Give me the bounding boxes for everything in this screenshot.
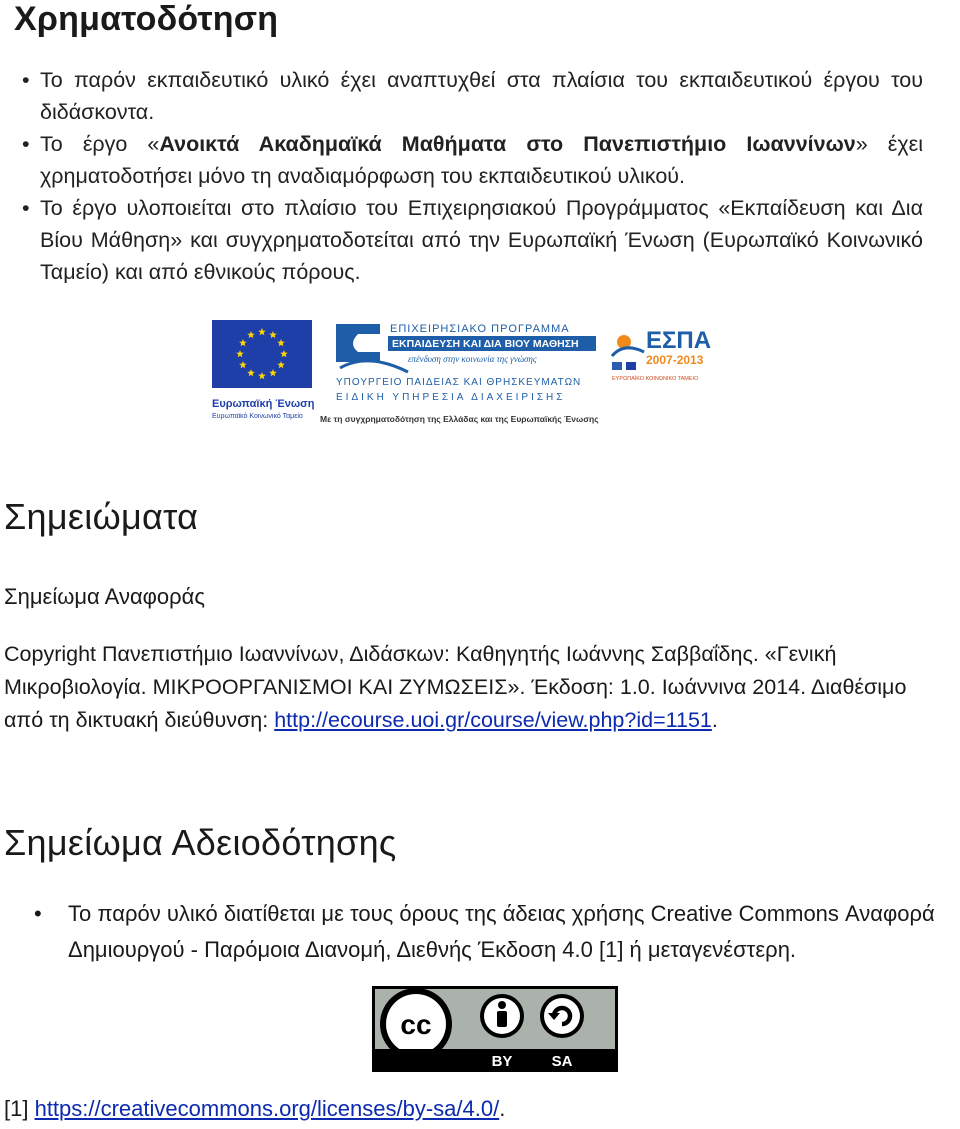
cofunding-caption: Με τη συγχρηματοδότηση της Ελλάδας και της Ευρωπαϊκής Ένωσης bbox=[320, 414, 599, 424]
license-footnote bbox=[4, 1096, 505, 1122]
espa-logo bbox=[612, 327, 711, 382]
cc-by-sa-badge bbox=[372, 986, 618, 1072]
project-name: Ανοικτά Ακαδημαϊκά Μαθήματα στο Πανεπιστήμιο Ιωαννίνων bbox=[159, 132, 856, 156]
espa-name: ΕΣΠΑ bbox=[646, 327, 712, 354]
funding-title: Χρηματοδότηση bbox=[14, 0, 279, 38]
funding-bullet bbox=[18, 64, 923, 128]
footnote-end: . bbox=[499, 1096, 506, 1121]
bullet-text: Το παρόν εκπαιδευτικό υλικό έχει αναπτυχθεί στα πλαίσια του εκπαιδευτικού έργου του διδάσκοντα. bbox=[40, 68, 923, 124]
license-text: Το παρόν υλικό διατίθεται με τους όρους της άδειας χρήσης Creative Commons Αναφορά Δημιουργού - Παρόμοια Διανομή, Διεθνής Έκδοση 4.0 [1] ή μεταγενέστερη. bbox=[68, 901, 935, 962]
footnote-marker: [1] bbox=[4, 1096, 35, 1121]
espa-years: 2007-2013 bbox=[646, 353, 704, 367]
op-swoosh bbox=[340, 361, 408, 372]
share-alike-icon bbox=[540, 994, 584, 1038]
eu-mini-flag-icon bbox=[626, 362, 636, 370]
license-title: Σημείωμα Αδειοδότησης bbox=[4, 822, 397, 863]
eu-caption-1: Ευρωπαϊκή Ένωση bbox=[212, 398, 315, 410]
op-title: ΕΠΙΧΕΙΡΗΣΙΑΚΟ ΠΡΟΓΡΑΜΜΑ bbox=[390, 323, 570, 335]
reference-text: Copyright Πανεπιστήμιο Ιωαννίνων, Διδάσκων: Καθηγητής Ιωάννης Σαββαΐδης. «Γενική Μικροβιολογία. ΜΙΚΡΟΟΡΓΑΝΙΣΜΟΙ ΚΑΙ ΖΥΜΩΣΕΙΣ». Έκδοση: 1.0. Ιωάννινα 2014. Διαθέσιμο από τη δικτυακή διεύθυνση: bbox=[4, 642, 907, 732]
op-motto: επένδυση στην κοινωνία της γνώσης bbox=[408, 354, 537, 364]
espa-arc bbox=[612, 348, 644, 356]
course-link[interactable]: http://ecourse.uoi.gr/course/view.php?id=1151 bbox=[274, 708, 712, 732]
notes-title: Σημειώματα bbox=[4, 496, 199, 537]
attribution-icon bbox=[480, 994, 524, 1038]
ministry-name: ΥΠΟΥΡΓΕΙΟ ΠΑΙΔΕΙΑΣ ΚΑΙ ΘΡΗΣΚΕΥΜΑΤΩΝ bbox=[336, 377, 582, 388]
reference-note-title: Σημείωμα Αναφοράς bbox=[4, 584, 206, 609]
reference-end: . bbox=[711, 708, 718, 732]
license-link[interactable]: https://creativecommons.org/licenses/by-sa/4.0/ bbox=[34, 1096, 500, 1121]
reference-note-text bbox=[4, 638, 949, 737]
espa-fund: ΕΥΡΩΠΑΪΚΟ ΚΟΙΝΩΝΙΚΟ ΤΑΜΕΙΟ bbox=[612, 376, 699, 382]
badge-sa-label: SA bbox=[551, 1053, 573, 1070]
funding-bullet bbox=[18, 128, 923, 192]
funding-bullet bbox=[18, 192, 923, 288]
license-bullet bbox=[34, 896, 960, 968]
badge-by-label: BY bbox=[491, 1053, 513, 1070]
op-name: ΕΚΠΑΙΔΕΥΣΗ ΚΑΙ ΔΙΑ ΒΙΟΥ ΜΑΘΗΣΗ bbox=[392, 338, 579, 350]
greek-flag-icon bbox=[612, 362, 622, 370]
op-education-logo bbox=[320, 323, 599, 424]
bullet-text: Το έργο υλοποιείται στο πλαίσιο του Επιχειρησιακού Προγράμματος «Εκπαίδευση και Δια Βίου Μάθηση» και συγχρηματοδοτείται από την Ευρωπαϊκή Ένωση (Ευρωπαϊκό Κοινωνικό Ταμείο) και από εθνικούς πόρους. bbox=[40, 196, 923, 284]
bullet-text: » έχει χρηματοδοτήσει μόνο τη αναδιαμόρφωση του εκπαιδευτικού υλικού. bbox=[40, 132, 923, 188]
funding-logos-banner bbox=[208, 312, 728, 430]
svg-text:cc: cc bbox=[400, 1009, 432, 1040]
license-bullet-list bbox=[34, 896, 960, 968]
managing-authority: ΕΙΔΙΚΗ ΥΠΗΡΕΣΙΑ ΔΙΑΧΕΙΡΙΣΗΣ bbox=[336, 392, 566, 403]
funding-bullet-list bbox=[18, 64, 923, 288]
op-emblem bbox=[336, 324, 380, 362]
eu-flag-logo bbox=[212, 320, 315, 420]
bullet-text: Το έργο « bbox=[40, 132, 160, 156]
eu-caption-2: Ευρωπαϊκό Κοινωνικό Ταμείο bbox=[212, 413, 303, 420]
